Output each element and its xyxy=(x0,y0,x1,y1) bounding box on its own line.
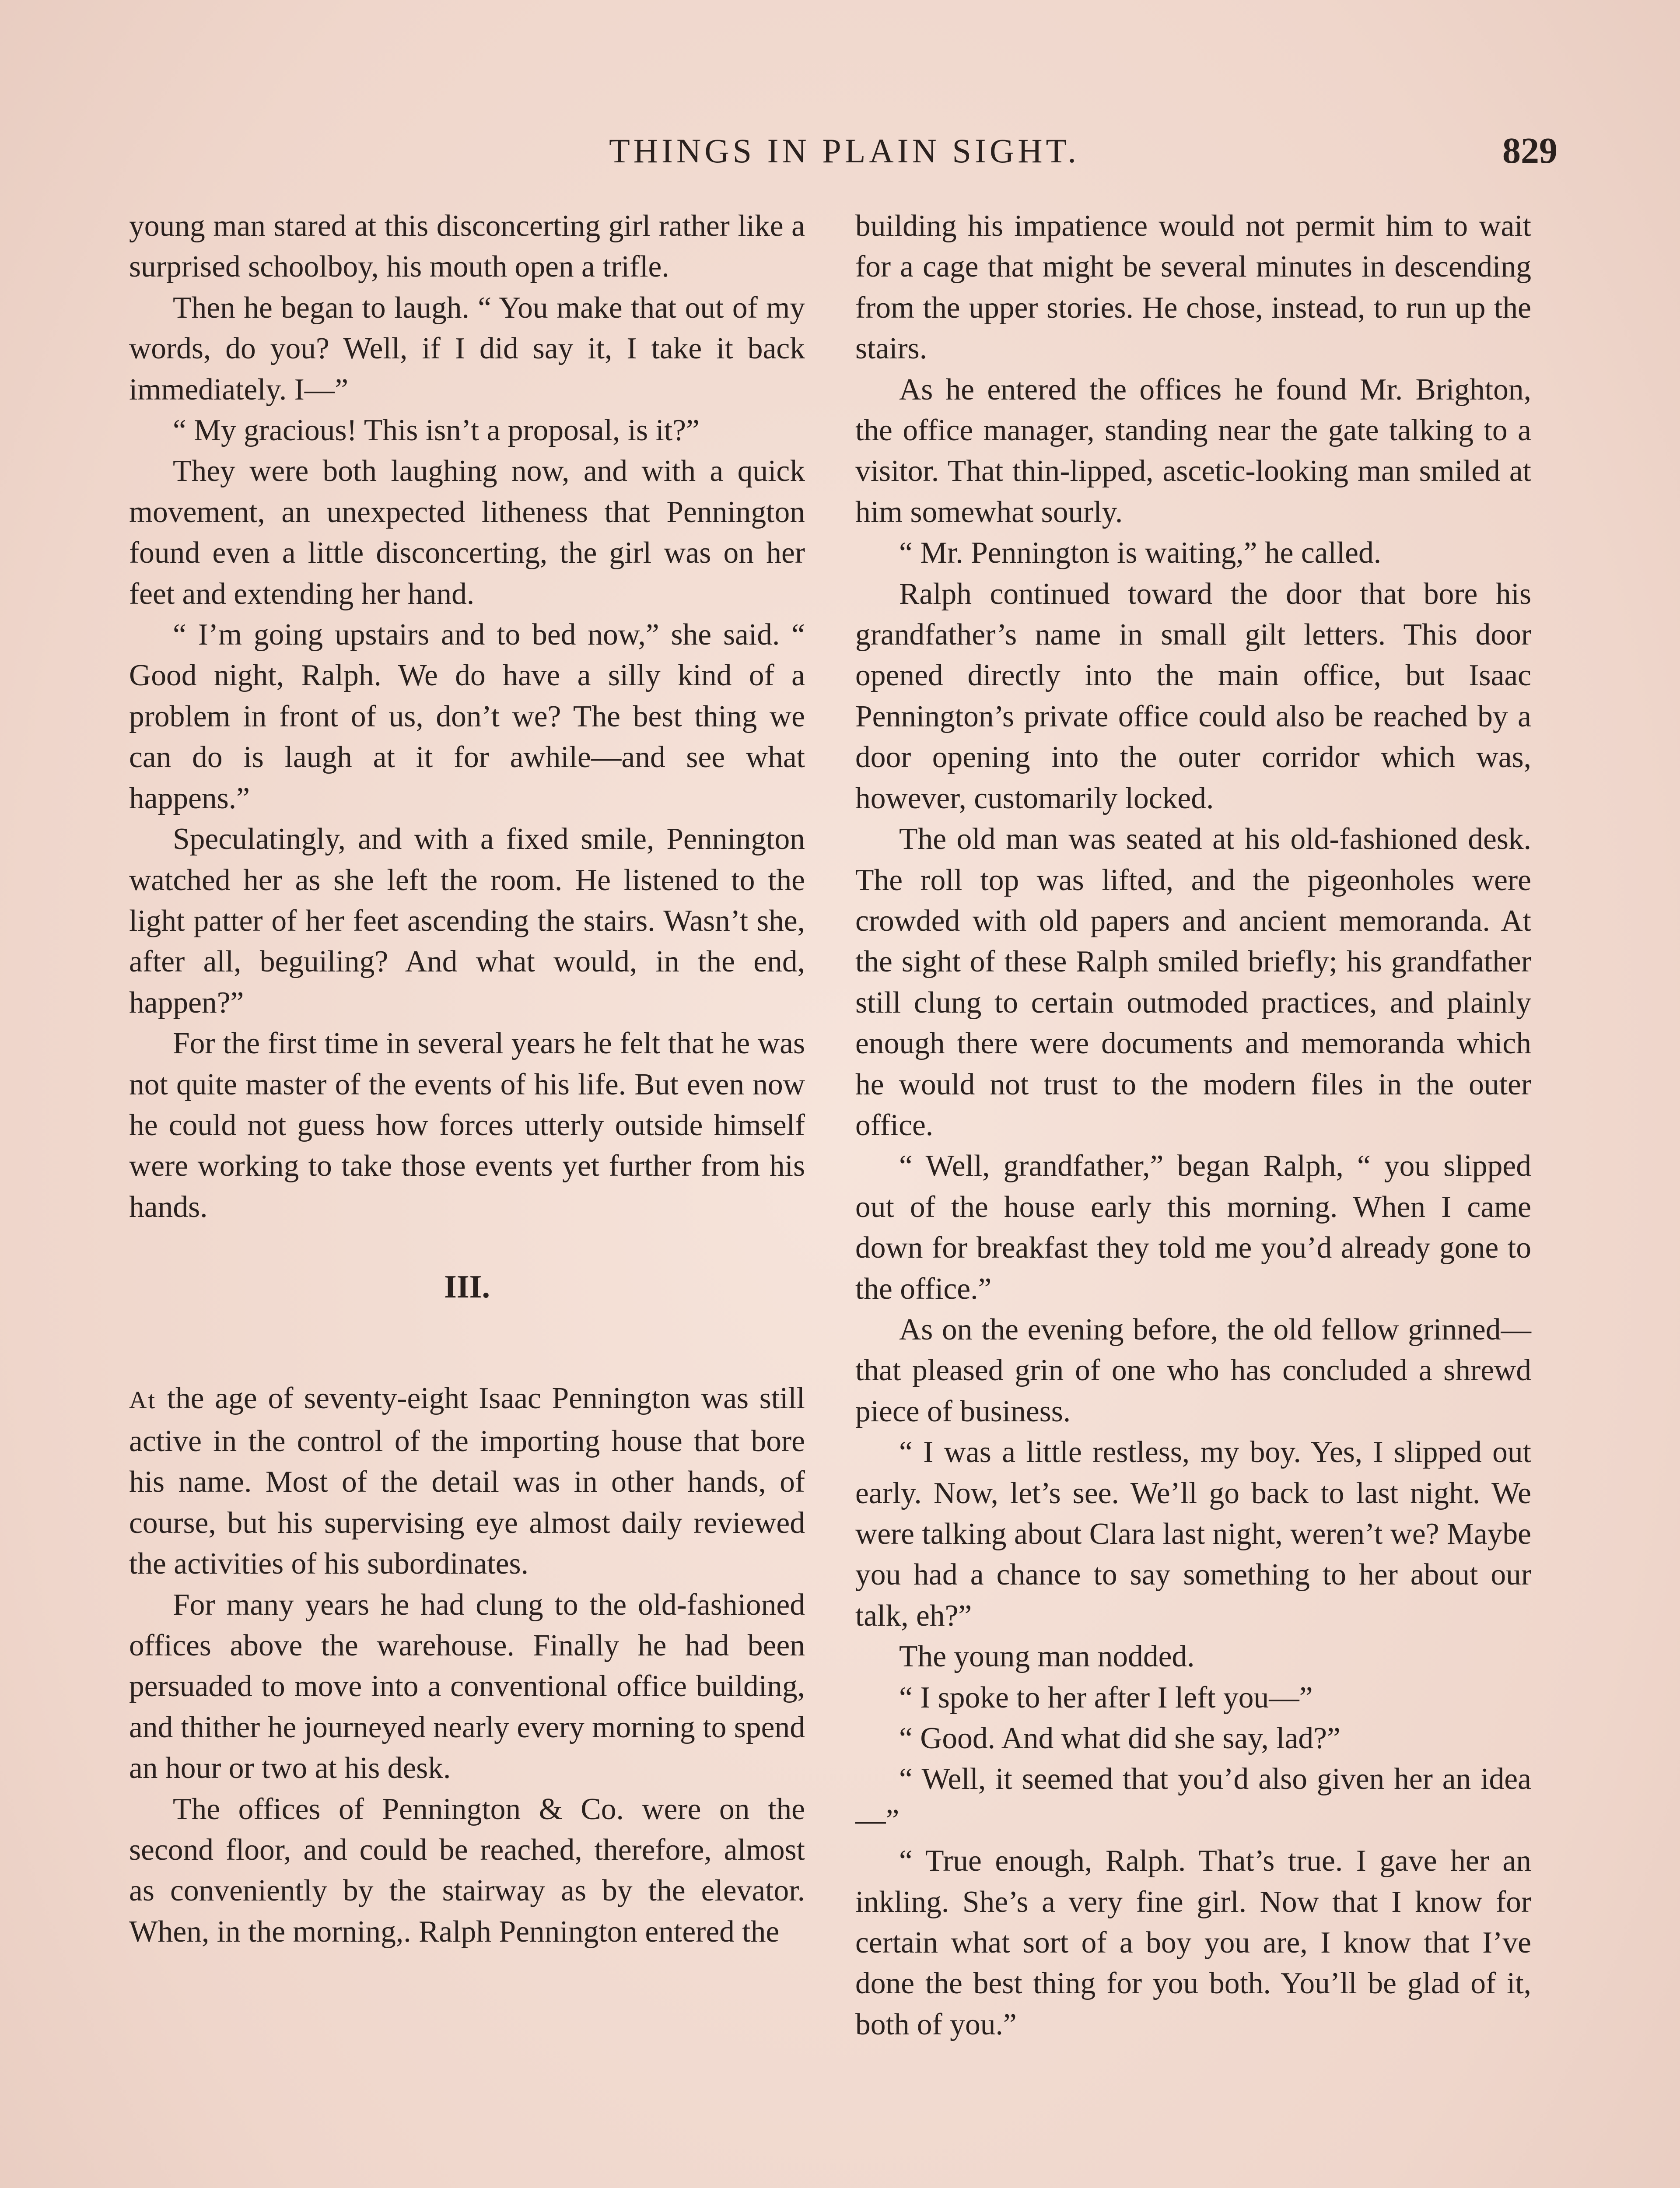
paragraph: young man stared at this disconcerting girl rather like a surprised schoolboy, his mouth open a trifle. xyxy=(129,209,805,284)
paragraph: The old man was seated at his old-fashioned desk. The roll top was lifted, and the pigeonholes were crowded with old papers and ancient memoranda. At the sight of these Ralph smiled briefly; his grandfather still clung to certain outmoded practices, and plainly enough there were documents and memoranda which he would not trust to the modern files in the outer office. xyxy=(855,822,1531,1142)
paragraph: For the first time in several years he felt that he was not quite master of the events of his life. But even now he could not guess how forces utterly outside himself were working to take those events yet further from his hands. xyxy=(129,1027,805,1224)
paragraph: “ I spoke to her after I left you—” xyxy=(899,1680,1313,1715)
paragraph: Then he began to laugh. “ You make that out of my words, do you? Well, if I did say it, I take it back immediately. I—” xyxy=(129,291,805,407)
paragraph: Speculatingly, and with a fixed smile, Pennington watched her as she left the room. He listened to the light patter of her feet ascending the stairs. Wasn’t she, after all, beguiling? And what would, in the end, happen?” xyxy=(129,822,805,1020)
paragraph: “ True enough, Ralph. That’s true. I gave her an inkling. She’s a very fine girl. Now that I know for certain what sort of a boy you are, I know that I’ve done the best thing for you both. You’ll be glad of it, both of you.” xyxy=(855,1844,1531,2041)
paragraph: “ I was a little restless, my boy. Yes, I slipped out early. Now, let’s see. We’ll go back to last night. We were talking about Clara last night, weren’t we? Maybe you had a chance to say something to her about our talk, eh?” xyxy=(855,1435,1531,1633)
right-column xyxy=(855,206,1531,2045)
paragraph: The young man nodded. xyxy=(899,1640,1195,1674)
page-number: 829 xyxy=(1502,130,1558,171)
page-header xyxy=(131,127,1558,175)
paragraph: “ Well, it seemed that you’d also given her an idea—” xyxy=(855,1762,1531,1837)
paragraph: As on the evening before, the old fellow grinned—that pleased grin of one who has concluded a shrewd piece of business. xyxy=(855,1312,1531,1428)
paragraph: Ralph continued toward the door that bore his grandfather’s name in small gilt letters. This door opened directly into the main office, but Isaac Pennington’s private office could also be reached by a door opening into the outer corridor which was, however, customarily locked. xyxy=(855,577,1531,815)
paragraph: “ My gracious! This isn’t a proposal, is it?” xyxy=(173,414,700,448)
paragraph: “ Good. And what did she say, lad?” xyxy=(899,1722,1340,1756)
left-column xyxy=(129,206,805,1952)
paragraph: For many years he had clung to the old-fashioned offices above the warehouse. Finally he had been persuaded to move into a conventional office building, and thither he journeyed nearly every morning to spend an hour or two at his desk. xyxy=(129,1588,805,1785)
paragraph: The offices of Pennington & Co. were on the second floor, and could be reached, therefore, almost as conveniently by the stairway as by the elevator. When, in the morning,. Ralph Pennington entered the xyxy=(129,1792,805,1949)
small-caps-lead: At xyxy=(129,1386,156,1414)
paragraph: “ Well, grandfather,” began Ralph, “ you slipped out of the house early this morning. When I came down for breakfast they told me you’d already gone to the office.” xyxy=(855,1149,1531,1306)
paragraph: They were both laughing now, and with a quick movement, an unexpected litheness that Pennington found even a little disconcerting, the girl was on her feet and extending her hand. xyxy=(129,454,805,611)
section-heading: III. xyxy=(444,1269,490,1305)
paragraph: “ I’m going upstairs and to bed now,” she said. “ Good night, Ralph. We do have a silly kind of a problem in front of us, don’t we? The best thing we can do is laugh at it for awhile—and see what happens.” xyxy=(129,618,805,815)
paragraph: As he entered the offices he found Mr. Brighton, the office manager, standing near the gate talking to a visitor. That thin-lipped, ascetic-looking man smiled at him somewhat sourly. xyxy=(855,372,1531,529)
paragraph: “ Mr. Pennington is waiting,” he called. xyxy=(899,536,1382,570)
paragraph: building his impatience would not permit him to wait for a cage that might be several minutes in descending from the upper stories. He chose, instead, to run up the stairs. xyxy=(855,209,1531,366)
paragraph xyxy=(129,1378,805,1585)
running-title: THINGS IN PLAIN SIGHT. xyxy=(609,132,1080,170)
paragraph-text: the age of seventy-eight Isaac Pennington was still active in the control of the importing house that bore his name. Most of the detail was in other hands, of course, but his supervising eye almost daily reviewed the activities of his subordinates. xyxy=(129,1381,805,1581)
